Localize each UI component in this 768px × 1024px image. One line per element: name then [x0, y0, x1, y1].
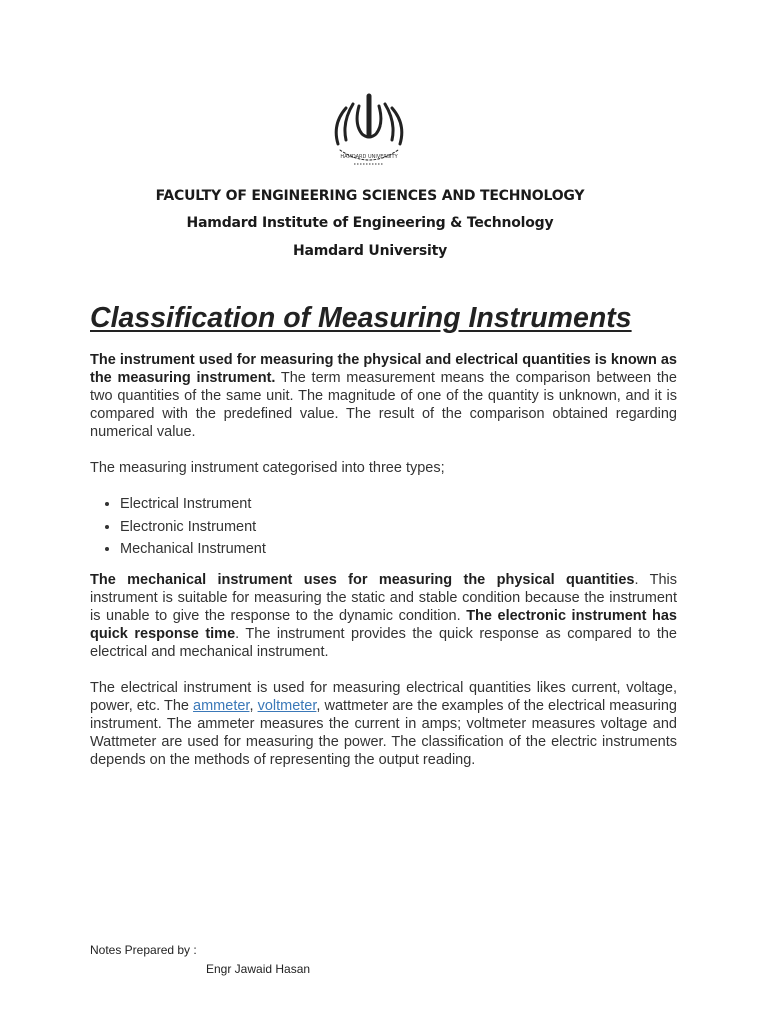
electrical-paragraph	[90, 679, 677, 769]
university-heading: Hamdard University	[292, 243, 448, 259]
types-intro: The measuring instrument categorised into three types;	[90, 460, 445, 476]
list-item: • Electrical Instrument	[120, 494, 266, 517]
intro-bold-text: The instrument used for measuring the physical and electrical quantities is known as the measuring instrument.	[90, 352, 677, 386]
list-item: • Mechanical Instrument	[120, 539, 266, 562]
mechanical-text: . This instrument is suitable for measuring the static and stable condition because the instrument is unable to give the response to the dynamic condition.	[90, 572, 677, 624]
list-item: • Electronic Instrument	[120, 517, 266, 540]
electrical-text: The electrical instrument is used for measuring electrical quantities likes current, voltage, power, etc. The	[90, 680, 677, 714]
hamdard-university-seal-icon	[326, 90, 412, 170]
link-separator: ,	[249, 698, 258, 714]
electronic-bold-text: The electronic instrument has quick response time	[90, 608, 677, 642]
ammeter-link[interactable]: ammeter	[193, 698, 250, 714]
electronic-text: . The instrument provides the quick response as compared to the electrical and mechanical instrument.	[90, 626, 677, 660]
page-title: Classification of Measuring Instruments	[90, 302, 632, 334]
types-list	[90, 494, 266, 562]
intro-paragraph	[90, 351, 677, 441]
mechanical-paragraph	[90, 571, 677, 661]
author-name: Engr Jawaid Hasan	[206, 962, 311, 976]
notes-label: Notes Prepared by :	[90, 943, 197, 957]
faculty-heading: FACULTY OF ENGINEERING SCIENCES AND TECHNOLOGY	[155, 188, 585, 204]
svg-text:HAMDARD UNIVERSITY: HAMDARD UNIVERSITY	[340, 154, 398, 160]
intro-text: The term measurement means the comparison between the two quantities of the same unit. The magnitude of one of the quantity is unknown, and it is compared with the predefined value. The result of the comparison obtained regarding numerical value.	[90, 370, 677, 440]
electrical-text-continued: , wattmeter are the examples of the electrical measuring instrument. The ammeter measures the current in amps; voltmeter measures voltage and Wattmeter are used for measuring the power. The classification of the electric instruments depends on the methods of representing the output reading.	[90, 698, 677, 768]
university-logo	[326, 90, 412, 170]
voltmeter-link[interactable]: voltmeter	[257, 698, 317, 714]
mechanical-bold-text: The mechanical instrument uses for measuring the physical quantities	[90, 572, 635, 588]
institute-heading: Hamdard Institute of Engineering & Technology	[186, 215, 554, 231]
